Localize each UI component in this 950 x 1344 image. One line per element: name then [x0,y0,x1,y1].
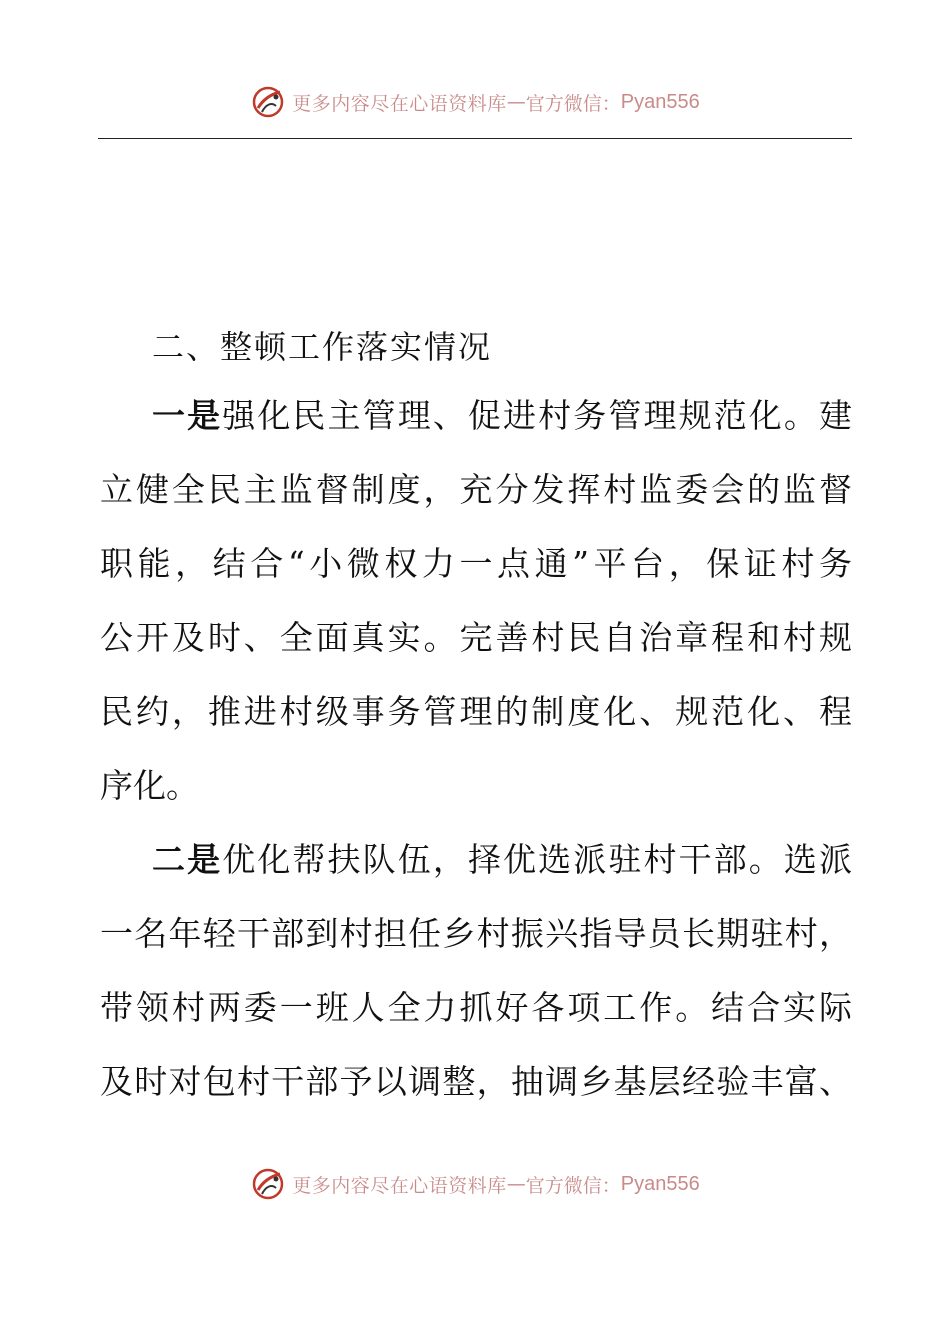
paragraph-text: 强化民主管理、促进村务管理规范化。建 [222,396,852,435]
logo-icon [250,84,286,120]
paragraph-lead: 一是 [152,396,223,435]
paragraph-lead: 二是 [152,840,223,879]
banner-separator: — [506,1173,526,1195]
paragraph-line: 序化。 [100,766,199,805]
paragraph-line [100,379,852,453]
paragraph-text: 优化帮扶队伍，择优选派驻村干部。选派 [222,840,852,879]
banner-wechat-label: 官方微信： [525,1174,621,1197]
banner-wechat-id: Pyan556 [620,90,700,113]
paragraph-line: 及时对包村干部予以调整，抽调乡基层经验丰富、 [100,1062,852,1101]
paragraph-line: 带领村两委一班人全力抓好各项工作。结合实际 [100,988,852,1027]
section-heading: 二、整顿工作落实情况 [152,328,493,366]
paragraph-line: 立健全民主监督制度，充分发挥村监委会的监督 [100,470,852,509]
header-watermark [0,80,950,124]
banner-site-name: 更多内容尽在心语资料库 [292,1174,507,1197]
paragraph-line [100,823,852,897]
paragraph-line: 公开及时、全面真实。完善村民自治章程和村规 [100,618,852,657]
paragraph-line: 一名年轻干部到村担任乡村振兴指导员长期驻村， [100,914,852,953]
banner-site-name: 更多内容尽在心语资料库 [292,92,507,115]
banner-separator: — [506,91,526,113]
document-body [100,315,852,1119]
banner-wechat-id: Pyan556 [620,1172,700,1195]
footer-watermark [0,1162,950,1206]
paragraph-1 [100,379,852,823]
header-divider [98,138,852,139]
paragraph-line: 民约，推进村级事务管理的制度化、规范化、程 [100,692,852,731]
paragraph-line: 职能，结合“小微权力一点通”平台，保证村务 [100,544,852,583]
banner-wechat-label: 官方微信： [525,92,621,115]
logo-icon [250,1166,286,1202]
paragraph-2 [100,823,852,1119]
